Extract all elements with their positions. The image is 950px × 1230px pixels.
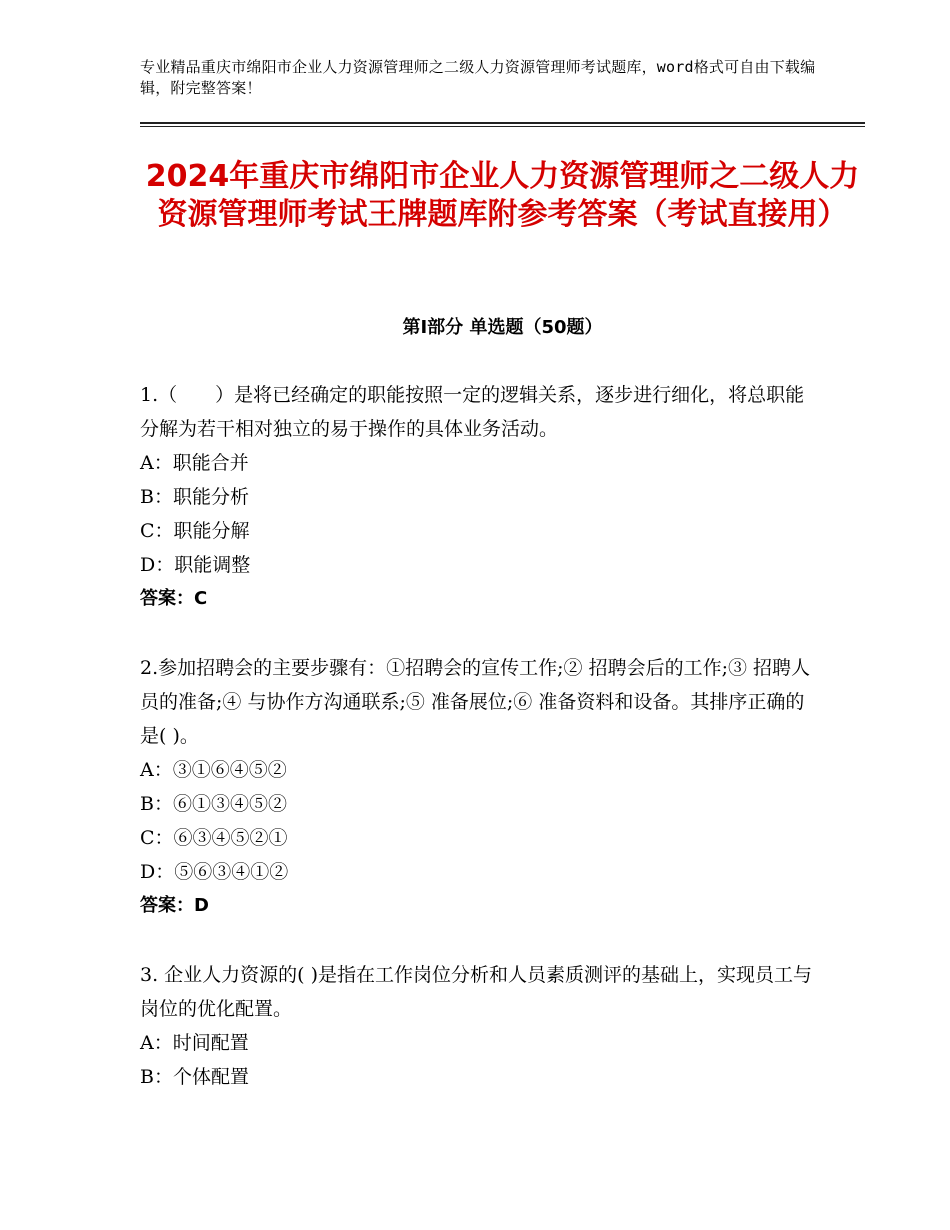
section-title: 第Ⅰ部分 单选题（50题） bbox=[402, 317, 603, 338]
option-c: C：职能分解 bbox=[140, 520, 250, 542]
question-stem: 2.参加招聘会的主要步骤有：①招聘会的宣传工作;② 招聘会后的工作;③ 招聘人员的准备;④ 与协作方沟通联系;⑤ 准备展位;⑥ 准备资料和设备。其排序正确的是( )。 bbox=[140, 657, 811, 747]
document-title: 2024年重庆市绵阳市企业人力资源管理师之二级人力资源管理师考试王牌题库附参考答案（考试直接用） bbox=[145, 159, 860, 232]
answer: 答案：D bbox=[140, 895, 209, 916]
option-d: D：职能调整 bbox=[140, 554, 251, 576]
question-stem: 1.（ ）是将已经确定的职能按照一定的逻辑关系，逐步进行细化，将总职能分解为若干相对独立的易于操作的具体业务活动。 bbox=[140, 384, 805, 440]
option-a: A：时间配置 bbox=[140, 1032, 249, 1054]
option-b: B：⑥①③④⑤② bbox=[140, 793, 287, 815]
option-d: D：⑤⑥③④①② bbox=[140, 861, 289, 883]
answer: 答案：C bbox=[140, 588, 208, 609]
header-divider-thick bbox=[140, 122, 865, 124]
option-c: C：⑥③④⑤②① bbox=[140, 827, 288, 849]
option-a: A：③①⑥④⑤② bbox=[140, 759, 287, 781]
question-stem: 3. 企业人力资源的( )是指在工作岗位分析和人员素质测评的基础上，实现员工与岗位的优化配置。 bbox=[140, 964, 813, 1020]
question-3 bbox=[140, 958, 820, 1094]
option-b: B：职能分析 bbox=[140, 486, 249, 508]
header-divider-thin bbox=[140, 126, 865, 127]
option-b: B：个体配置 bbox=[140, 1066, 249, 1088]
question-1 bbox=[140, 378, 820, 616]
option-a: A：职能合并 bbox=[140, 452, 249, 474]
question-2 bbox=[140, 651, 820, 923]
header-note: 专业精品重庆市绵阳市企业人力资源管理师之二级人力资源管理师考试题库，word格式可自由下载编辑，附完整答案！ bbox=[140, 58, 816, 97]
